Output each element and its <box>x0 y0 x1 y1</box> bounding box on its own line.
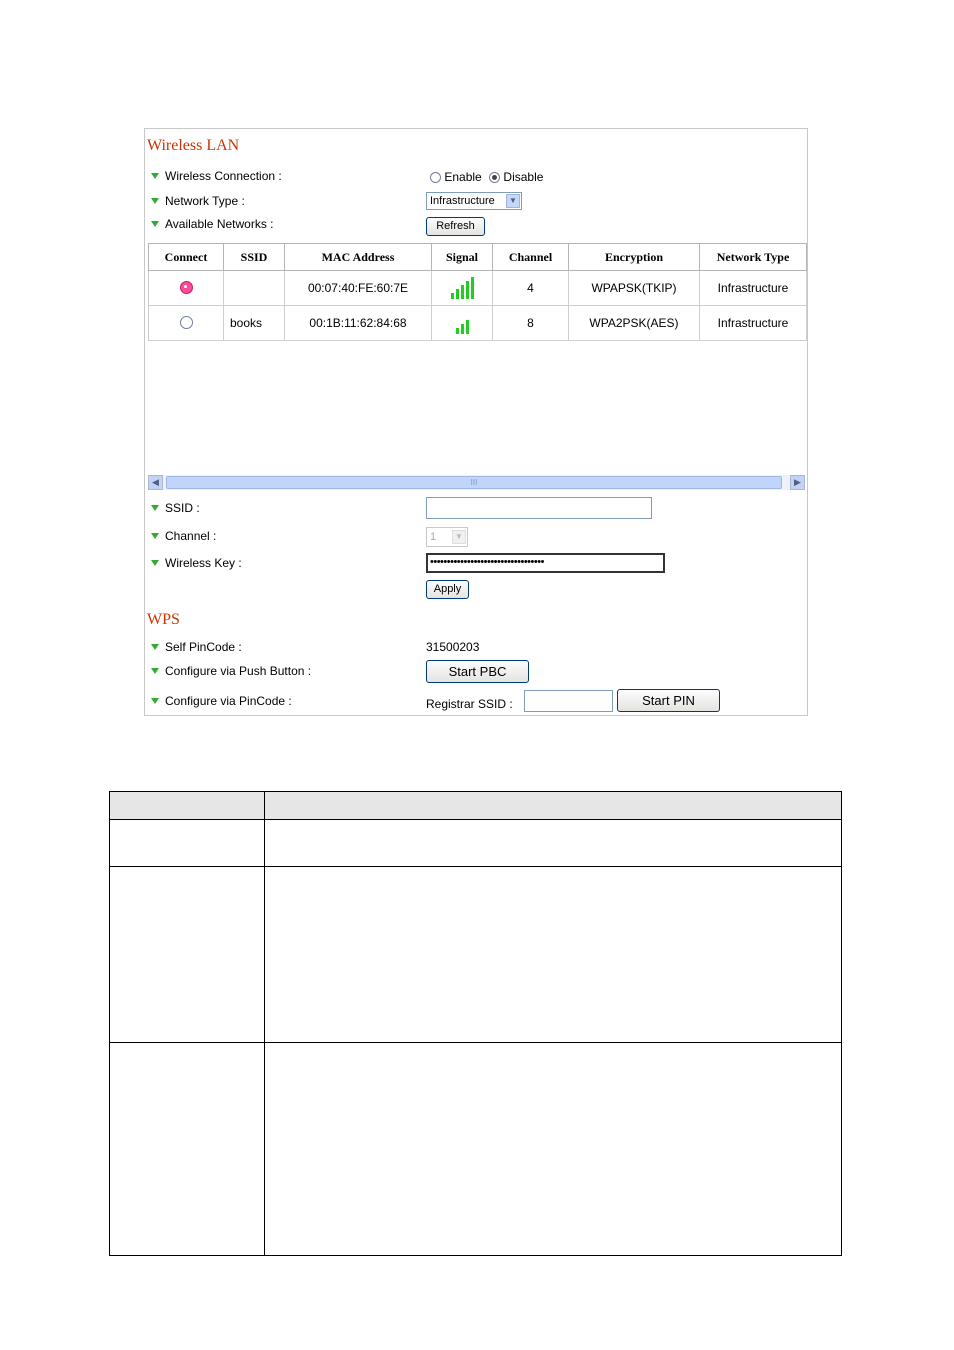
bullet-icon <box>151 644 159 650</box>
start-pbc-button[interactable]: Start PBC <box>426 660 529 683</box>
mac-cell: 00:07:40:FE:60:7E <box>285 271 432 306</box>
signal-strength-icon <box>456 312 469 334</box>
network-type-cell: Infrastructure <box>700 271 807 306</box>
bullet-icon <box>151 505 159 511</box>
wireless-key-label: Wireless Key : <box>165 556 242 570</box>
signal-strength-icon <box>451 277 474 299</box>
table-header-row <box>149 244 807 271</box>
col-signal: Signal <box>432 244 493 271</box>
scroll-left-icon[interactable]: ◀ <box>148 475 163 490</box>
wireless-key-input[interactable]: •••••••••••••••••••••••••••••••••• <box>426 553 665 573</box>
signal-bar <box>461 324 464 334</box>
self-pincode-row <box>151 640 242 654</box>
refresh-button[interactable]: Refresh <box>426 217 485 236</box>
channel-cell: 8 <box>493 306 569 341</box>
signal-bar <box>471 277 474 299</box>
network-type-label: Network Type : <box>165 194 245 208</box>
col-connect: Connect <box>149 244 224 271</box>
wireless-connection-label: Wireless Connection : <box>165 169 282 183</box>
signal-bar <box>456 289 459 299</box>
signal-bar <box>451 293 454 299</box>
wps-title: WPS <box>147 611 180 628</box>
networks-table <box>148 243 807 341</box>
network-type-row <box>151 194 245 208</box>
bullet-icon <box>151 173 159 179</box>
signal-bar <box>466 281 469 299</box>
enable-label: Enable <box>444 170 482 184</box>
signal-bar <box>466 320 469 334</box>
signal-bar <box>456 328 459 334</box>
col-ssid: SSID <box>224 244 285 271</box>
ssid-cell <box>224 271 285 306</box>
registrar-ssid-label: Registrar SSID : <box>426 697 513 711</box>
column-divider <box>264 792 265 1255</box>
connect-radio[interactable] <box>180 281 193 294</box>
ssid-cell: books <box>224 306 285 341</box>
connect-radio[interactable] <box>180 316 193 329</box>
horizontal-scrollbar[interactable] <box>148 475 805 490</box>
ssid-label: SSID : <box>165 501 200 515</box>
signal-cell <box>432 306 493 341</box>
wireless-settings-panel <box>144 128 808 716</box>
wireless-connection-row <box>151 169 282 183</box>
pincode-config-label: Configure via PinCode : <box>165 694 292 708</box>
wireless-key-row <box>151 556 242 570</box>
ssid-input[interactable] <box>426 497 652 519</box>
row-divider <box>110 866 841 867</box>
bullet-icon <box>151 221 159 227</box>
push-button-label: Configure via Push Button : <box>165 664 312 678</box>
start-pin-button[interactable]: Start PIN <box>617 689 720 712</box>
available-networks-label: Available Networks : <box>165 217 274 231</box>
enable-radio[interactable] <box>430 172 441 183</box>
pincode-config-row <box>151 694 292 708</box>
col-mac-address: MAC Address <box>285 244 432 271</box>
scroll-grip-icon: III <box>470 478 478 487</box>
table-row[interactable] <box>149 271 807 306</box>
network-type-cell: Infrastructure <box>700 306 807 341</box>
push-button-row <box>151 664 311 678</box>
scroll-thumb[interactable] <box>166 476 782 489</box>
chevron-down-icon[interactable]: ▼ <box>506 194 520 208</box>
bullet-icon <box>151 198 159 204</box>
self-pincode-value: 31500203 <box>426 640 480 654</box>
encryption-cell: WPA2PSK(AES) <box>569 306 700 341</box>
description-table <box>109 791 842 1256</box>
bullet-icon <box>151 668 159 674</box>
network-type-select[interactable] <box>426 192 522 210</box>
self-pincode-label: Self PinCode : <box>165 640 242 654</box>
scroll-right-icon[interactable]: ▶ <box>790 475 805 490</box>
signal-cell <box>432 271 493 306</box>
connect-cell <box>149 306 224 341</box>
disable-label: Disable <box>503 170 544 184</box>
mac-cell: 00:1B:11:62:84:68 <box>285 306 432 341</box>
channel-row <box>151 529 216 543</box>
bullet-icon <box>151 698 159 704</box>
channel-select[interactable] <box>426 527 468 547</box>
disable-radio[interactable] <box>489 172 500 183</box>
row-divider <box>110 1042 841 1043</box>
channel-cell: 4 <box>493 271 569 306</box>
bullet-icon <box>151 560 159 566</box>
signal-bar <box>461 285 464 299</box>
registrar-ssid-input[interactable] <box>524 690 613 712</box>
table-row[interactable] <box>149 306 807 341</box>
wireless-lan-title: Wireless LAN <box>147 137 240 154</box>
available-networks-row <box>151 217 274 231</box>
description-table-header <box>110 792 841 820</box>
channel-value: 1 <box>430 531 437 543</box>
chevron-down-icon[interactable]: ▼ <box>452 530 466 544</box>
connect-cell <box>149 271 224 306</box>
channel-label: Channel : <box>165 529 217 543</box>
col-network-type: Network Type <box>700 244 807 271</box>
bullet-icon <box>151 533 159 539</box>
encryption-cell: WPAPSK(TKIP) <box>569 271 700 306</box>
ssid-row <box>151 501 200 515</box>
wireless-connection-options <box>430 170 543 184</box>
apply-button[interactable]: Apply <box>426 580 469 599</box>
network-type-value: Infrastructure <box>430 195 495 207</box>
col-encryption: Encryption <box>569 244 700 271</box>
col-channel: Channel <box>493 244 569 271</box>
